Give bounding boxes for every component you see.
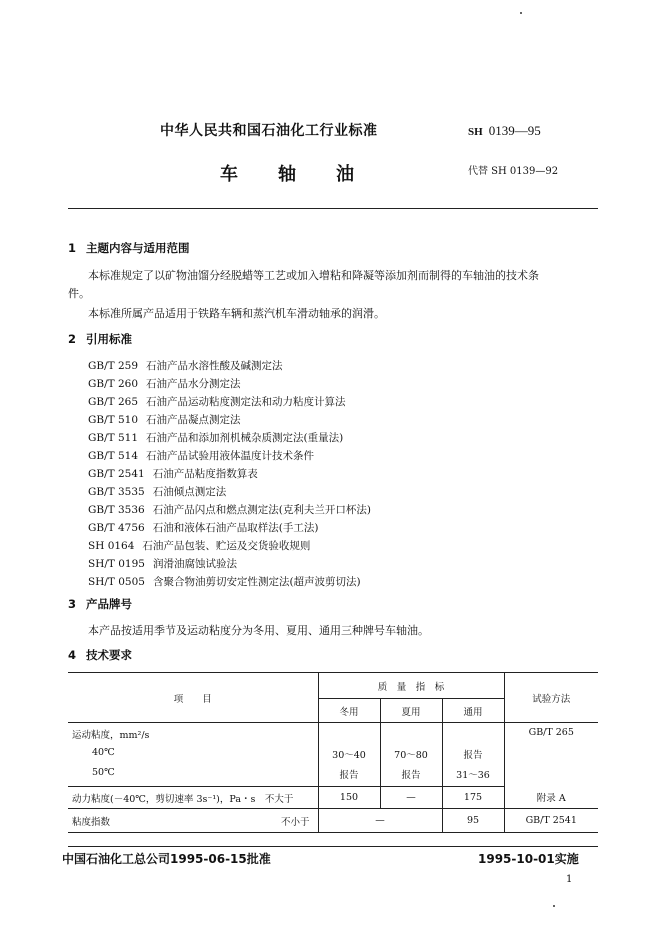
reference-item	[88, 358, 283, 373]
reference-name: 石油产品和添加剂机械杂质测定法(重量法)	[146, 432, 344, 444]
reference-code: GB/T 4756	[88, 522, 145, 534]
reference-item	[88, 502, 371, 517]
method-value: GB/T 2541	[504, 809, 598, 833]
cell-value: 70～80	[380, 743, 442, 763]
section-title: 技术要求	[86, 648, 132, 662]
header-rule	[68, 208, 598, 209]
reference-code: SH/T 0505	[88, 576, 145, 588]
section-title: 产品牌号	[86, 597, 132, 611]
header-winter: 冬用	[318, 699, 380, 723]
cell-value: 31～36	[442, 763, 504, 787]
reference-name: 石油产品水分测定法	[146, 378, 241, 390]
table-row	[68, 809, 598, 833]
cell-value: 95	[442, 809, 504, 833]
reference-code: SH/T 0195	[88, 558, 145, 570]
row-label: 粘度指数	[72, 816, 111, 828]
section-1-para-1: 本标准规定了以矿物油馏分经脱蜡等工艺或加入增粘和降凝等添加剂而制得的车轴油的技术条	[88, 269, 539, 282]
reference-item	[88, 430, 343, 445]
cell-value: 报告	[442, 743, 504, 763]
row-label: 50℃	[68, 763, 318, 787]
reference-code: GB/T 260	[88, 378, 139, 390]
cell-value: —	[318, 809, 442, 833]
reference-item	[88, 484, 226, 499]
cell-value: 175	[442, 787, 504, 809]
row-label-cell	[68, 809, 318, 833]
reference-name: 含聚合物油剪切安定性测定法(超声波剪切法)	[152, 576, 361, 588]
reference-code: GB/T 510	[88, 414, 139, 426]
scan-speck	[553, 905, 555, 907]
approval-line: 中国石油化工总公司1995-06-15批准	[62, 852, 271, 866]
reference-name: 石油产品水溶性酸及碱测定法	[146, 360, 283, 372]
reference-item	[88, 538, 310, 553]
reference-code: SH 0164	[88, 540, 135, 552]
section-1-para-1-cont: 件。	[68, 287, 90, 300]
cell-value: 30～40	[318, 743, 380, 763]
row-label: 运动粘度，mm²/s	[68, 723, 318, 743]
reference-item	[88, 466, 258, 481]
reference-name: 石油产品包装、贮运及交货验收规则	[142, 540, 311, 552]
reference-code: GB/T 2541	[88, 468, 145, 480]
section-2-heading	[68, 331, 132, 347]
footer-rule	[68, 846, 598, 847]
cell-value: 150	[318, 787, 380, 809]
page-number: 1	[566, 874, 573, 885]
scan-speck	[520, 12, 522, 14]
cell-value: 报告	[318, 763, 380, 787]
reference-item	[88, 556, 237, 571]
reference-item	[88, 394, 346, 409]
section-3-heading	[68, 596, 132, 612]
section-3-para: 本产品按适用季节及运动粘度分为冬用、夏用、通用三种牌号车轴油。	[88, 624, 429, 637]
reference-code: GB/T 3536	[88, 504, 145, 516]
title-char: 车	[220, 164, 242, 185]
reference-item	[88, 412, 241, 427]
reference-name: 石油产品运动粘度测定法和动力粘度计算法	[146, 396, 346, 408]
row-limit: 不小于	[280, 816, 310, 828]
reference-name: 石油和液体石油产品取样法(手工法)	[152, 522, 319, 534]
section-number: 3	[68, 597, 77, 611]
reference-item	[88, 520, 318, 535]
row-label: 40℃	[68, 743, 318, 763]
effective-date: 1995-10-01实施	[478, 852, 579, 866]
section-4-heading	[68, 647, 132, 663]
reference-name: 石油产品凝点测定法	[146, 414, 241, 426]
reference-name: 石油产品闪点和燃点测定法(克利夫兰开口杯法)	[152, 504, 371, 516]
section-title: 引用标准	[86, 332, 132, 346]
reference-item	[88, 376, 241, 391]
reference-name: 石油产品粘度指数算表	[152, 468, 258, 480]
reference-code: GB/T 514	[88, 450, 139, 462]
document-title	[220, 160, 394, 186]
cell-value: —	[380, 787, 442, 809]
code-number: 0139—95	[488, 123, 541, 138]
section-number: 4	[68, 648, 77, 662]
header-quality: 质 量 指 标	[318, 673, 504, 699]
code-prefix: SH	[468, 126, 483, 138]
section-number: 1	[68, 241, 77, 255]
title-char: 轴	[278, 164, 300, 185]
table-row	[68, 723, 598, 743]
section-number: 2	[68, 332, 77, 346]
technical-requirements-table	[68, 672, 598, 833]
header-summer: 夏用	[380, 699, 442, 723]
section-title: 主题内容与适用范围	[86, 241, 190, 255]
header-item: 项 目	[68, 673, 318, 723]
reference-code: GB/T 511	[88, 432, 139, 444]
row-label: 动力粘度(－40℃，剪切速率 3s⁻¹)，Pa・s 不大于	[68, 787, 318, 809]
reference-item	[88, 574, 361, 589]
standard-code	[468, 123, 541, 139]
reference-code: GB/T 259	[88, 360, 139, 372]
title-char: 油	[336, 164, 358, 185]
method-value: 附录 A	[504, 787, 598, 809]
table-row	[68, 787, 598, 809]
replaces-note: 代替 SH 0139—92	[468, 166, 559, 177]
organization-title: 中华人民共和国石油化工行业标准	[160, 123, 378, 139]
header-general: 通用	[442, 699, 504, 723]
section-1-para-2: 本标准所属产品适用于铁路车辆和蒸汽机车滑动轴承的润滑。	[88, 307, 385, 320]
reference-name: 润滑油腐蚀试验法	[152, 558, 237, 570]
reference-item	[88, 448, 314, 463]
reference-name: 石油产品试验用液体温度计技术条件	[146, 450, 315, 462]
reference-code: GB/T 265	[88, 396, 139, 408]
method-value: GB/T 265	[528, 727, 574, 738]
reference-name: 石油倾点测定法	[152, 486, 227, 498]
header-method: 试验方法	[504, 673, 598, 723]
section-1-heading	[68, 240, 190, 256]
table-header-row	[68, 673, 598, 699]
cell-value: 报告	[380, 763, 442, 787]
reference-code: GB/T 3535	[88, 486, 145, 498]
